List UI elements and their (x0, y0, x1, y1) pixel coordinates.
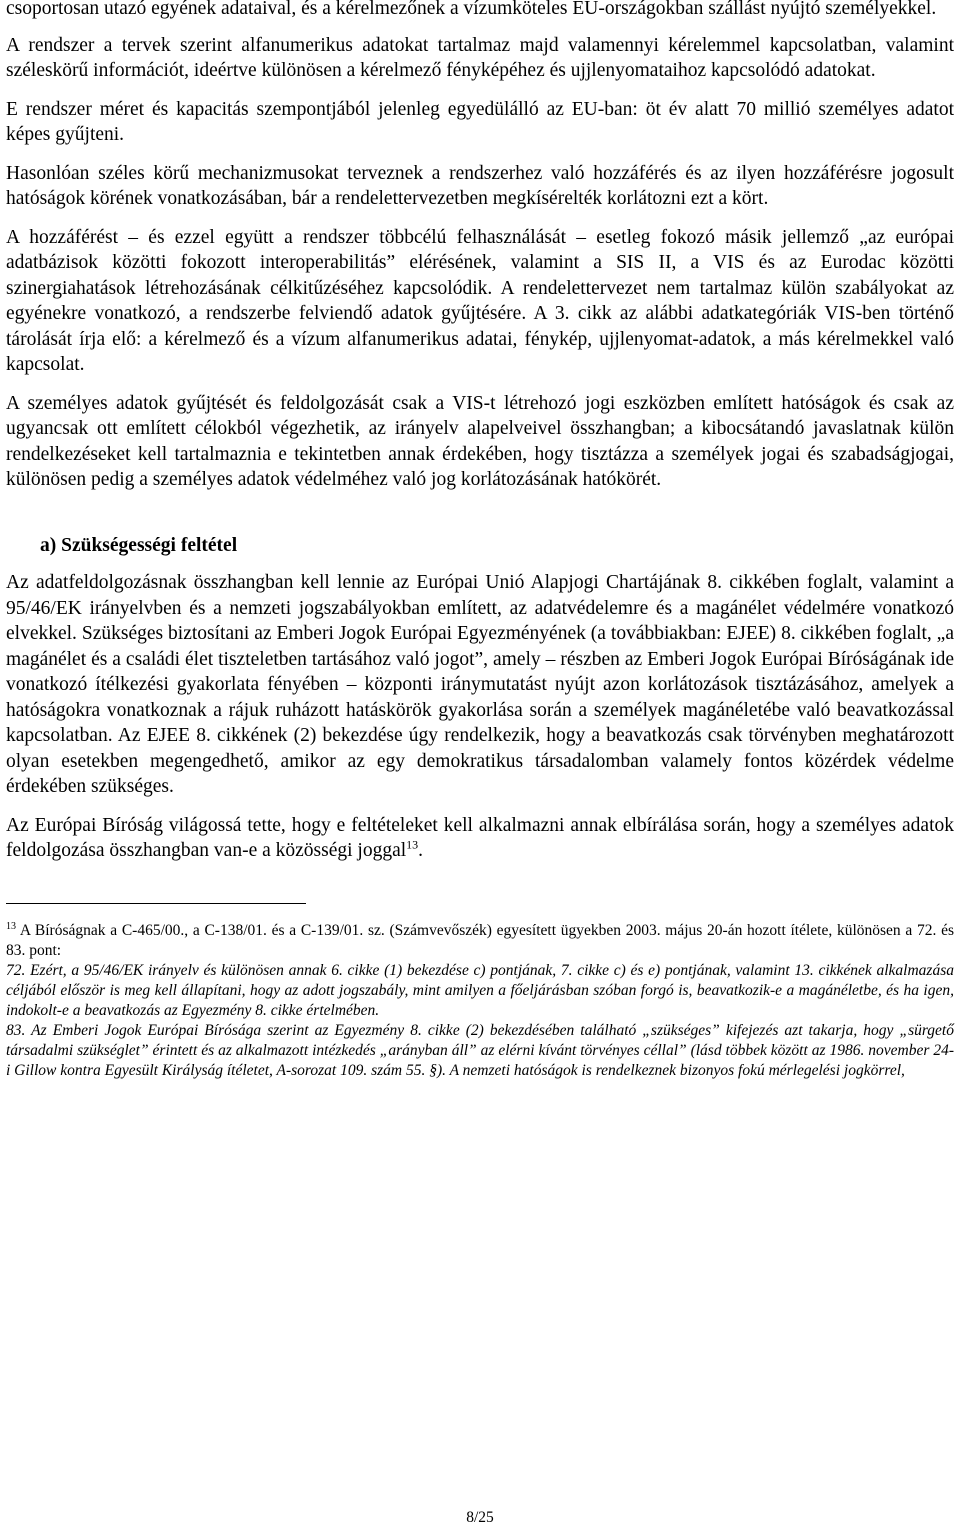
footnote-divider (6, 903, 306, 904)
paragraph-alphanumeric-data: A rendszer a tervek szerint alfanumerikus adatokat tartalmaz majd valamennyi kérelemmel kapcsolatban, valamint széleskörű információt, ideértve különösen a kérelmező fényképéhez és ujjlenyomataihoz kapcsolódó adatokat. (6, 34, 954, 81)
paragraph-system-size: E rendszer méret és kapacitás szempontjából jelenleg egyedülálló az EU-ban: öt év alatt 70 millió személyes adatot képes gyűjteni. (6, 98, 954, 145)
footnote-text: A Bíróságnak a C-465/00., a C-138/01. és a C-139/01. sz. (Számvevőszék) egyesített ügyekben 2003. május 20-án hozott ítélete, különösen a 72. és 83. pont: (6, 921, 954, 959)
paragraph-data-processing: A személyes adatok gyűjtését és feldolgozását csak a VIS-t létrehozó jogi eszközben említett hatóságok és csak az ugyancsak ott említett célokból végezhetik, az irányelv alapelveivel összhangban; a kibocsátandó javaslatnak külön rendelkezéseket kell tartalmaznia e tekintetben annak érdekében, hogy tisztázza a személyek jogai és szabadságjogai, különösen pedig a személyes adatok védelméhez való jog korlátozásának hatókörét. (6, 392, 954, 490)
document-page (6, 0, 954, 1081)
paragraph-continuation: csoportosan utazó egyének adataival, és a kérelmezőnek a vízumköteles EU-országokban szállást nyújtó személyekkel. (6, 0, 937, 19)
section-heading: a) Szükségességi feltétel (40, 534, 238, 556)
paragraph-interoperability: A hozzáférést – és ezzel együtt a rendszer többcélú felhasználását – esetleg fokozó másik jellemző „az európai adatbázisok közötti fokozott interoperabilitás” elérésének, valamint a SIS II, a VIS és az Eurodac közötti szinergiahatások létrehozásának célkitűzéséhez kapcsolódik. A rendelettervezet nem tartalmaz külön szabályokat az egyénekre vonatkozó, a rendszerbe felviendő adatok gyűjtésére. A 3. cikk az alábbi adatkategóriák VIS-ben történő tárolását írja elő: a kérelmező és a vízum alfanumerikus adatai, fénykép, ujjlenyomat-adatok, a más kérelmekkel való kapcsolat. (6, 226, 954, 375)
footnote-mark: 13 (6, 920, 16, 932)
paragraph-court-ruling (6, 813, 954, 864)
footnote-13 (6, 921, 954, 961)
paragraph-court-ruling-end: . (418, 840, 424, 861)
footnote-reference[interactable]: 13 (406, 837, 419, 852)
footnote-item-72: 72. Ezért, a 95/46/EK irányelv és különösen annak 6. cikke (1) bekezdése c) pontjának, 7. cikke c) és e) pontjának, valamint 13. cikkének alkalmazása céljából először is meg kell állapítani, hogy az adott jogszabály, mint amilyen a főeljárásban szóban forgó is, beavatkozik-e a magánéletbe, és ha igen, indokolt-e a beavatkozás az Egyezmény 8. cikke értelmében. (6, 961, 954, 1019)
page-number: 8/25 (466, 1509, 494, 1526)
paragraph-necessity: Az adatfeldolgozásnak összhangban kell lennie az Európai Unió Alapjogi Chartájának 8. cikkében foglalt, valamint a 95/46/EK irányelvben és a nemzeti jogszabályokban említett, az adatvédelemre és a magánélet védelmére vonatkozó elvekkel. Szükséges biztosítani az Emberi Jogok Európai Egyezményének (a továbbiakban: EJEE) 8. cikkében foglalt, „a magánélet és a családi élet tiszteletben tartásához való jogot”, amely – részben az Emberi Jogok Európai Bíróságának ide vonatkozó ítélkezési gyakorlata fényében – központi iránymutatást nyújt azon korlátozások tisztázásához, amelyek a hatóságokra vonatkoznak a rájuk ruházott hatáskörök gyakorlása során a személyek magánéletébe való beavatkozással kapcsolatban. Az EJEE 8. cikkének (2) bekezdése úgy rendelkezik, hogy a beavatkozás csak törvényben meghatározott olyan esetekben megengedhető, amikor az egy demokratikus társadalomban valamely fontos közérdek védelme érdekében szükséges. (6, 572, 954, 797)
paragraph-access-mechanisms: Hasonlóan széles körű mechanizmusokat terveznek a rendszerhez való hozzáférés és az ilyen hozzáférésre jogosult hatóságok körének vonatkozásában, bár a rendelettervezetben megkísérelték korlátozni ezt a kört. (6, 162, 954, 209)
footnote-item-83: 83. Az Emberi Jogok Európai Bírósága szerint az Egyezmény 8. cikke (2) bekezdésében található „szükséges” kifejezés azt takarja, hogy „sürgető társadalmi szükséglet” érintett és az alkalmazott intézkedés „arányban áll” az elérni kívánt törvényes céllal” (lásd többek között az 1986. november 24-i Gillow kontra Egyesült Királyság ítéletet, A-sorozat 109. szám 55. §). A nemzeti hatóságok is rendelkeznek bizonyos fokú mérlegelési jogkörrel, (6, 1021, 954, 1079)
paragraph-court-ruling-text: Az Európai Bíróság világossá tette, hogy e feltételeket kell alkalmazni annak elbírálása során, hogy a személyes adatok feldolgozása összhangban van-e a közösségi joggal (6, 814, 954, 861)
